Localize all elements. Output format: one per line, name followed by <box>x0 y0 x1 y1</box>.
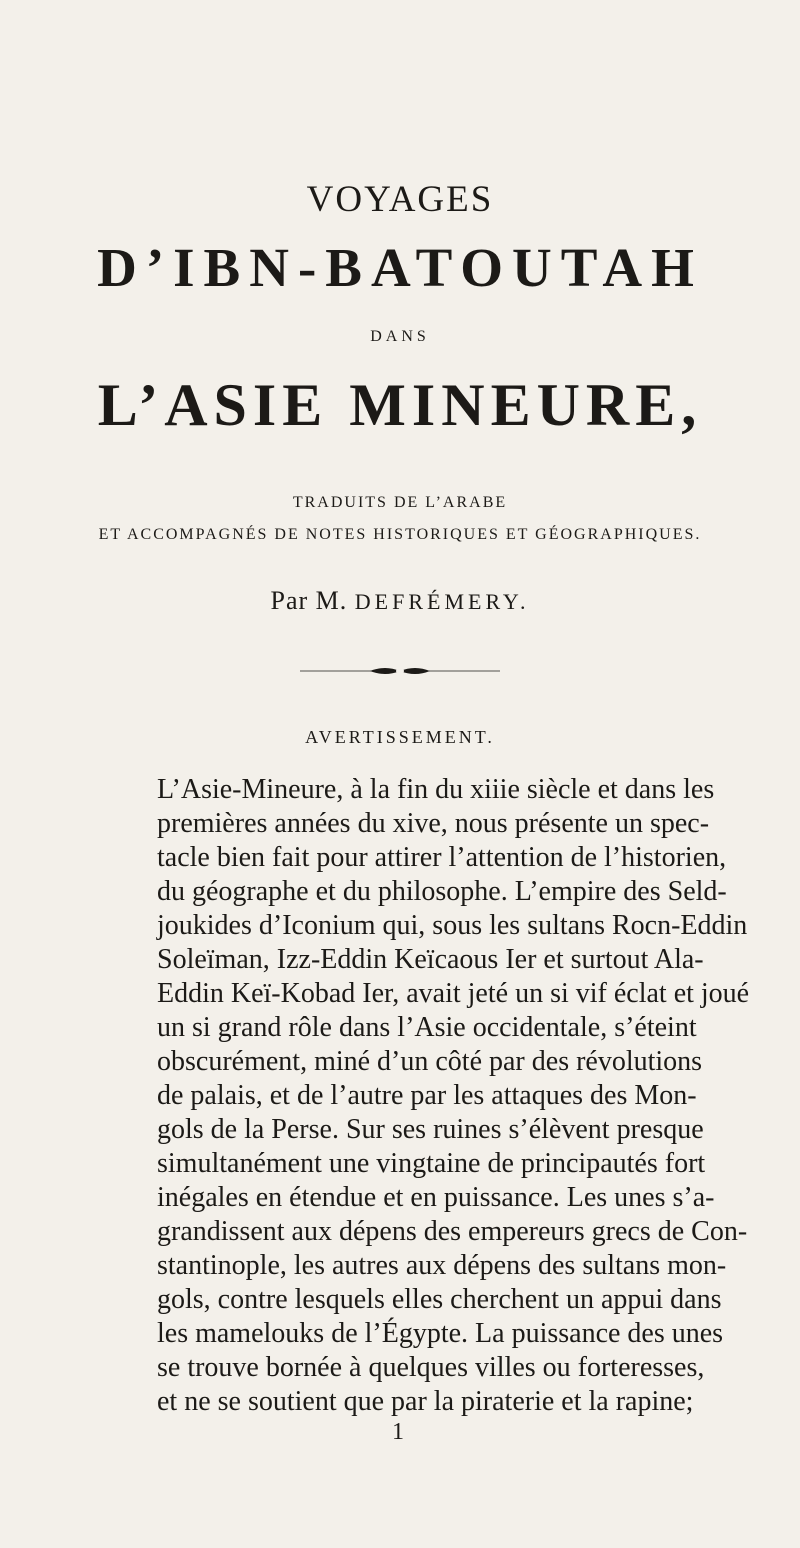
body-line: stantinople, les autres aux dépens des sultans mon- <box>157 1250 727 1281</box>
body-line: Eddin Keï-Kobad Ier, avait jeté un si vif éclat et joué <box>157 978 750 1009</box>
body-line: et ne se soutient que par la piraterie et la rapine; <box>157 1386 694 1417</box>
title-line-author-name: D’IBN-BATOUTAH <box>97 237 703 298</box>
body-line: grandissent aux dépens des empereurs grecs de Con- <box>157 1216 748 1247</box>
body-line: les mamelouks de l’Égypte. La puissance des unes <box>157 1318 724 1349</box>
author-line <box>0 586 800 616</box>
title-line-voyages: VOYAGES <box>306 179 494 220</box>
subtitle-line-1: TRADUITS DE L’ARABE <box>292 494 508 511</box>
author-name: DEFRÉMERY. <box>354 589 530 614</box>
body-line: obscurément, miné d’un côté par des révolutions <box>157 1046 703 1077</box>
body-line: simultanément une vingtaine de principautés fort <box>157 1148 706 1179</box>
title-line-asie-mineure: L’ASIE MINEURE, <box>97 372 703 438</box>
ornament-divider-icon <box>300 664 500 678</box>
body-line: tacle bien fait pour attirer l’attention de l’historien, <box>157 842 727 873</box>
body-line: gols, contre lesquels elles cherchent un appui dans <box>157 1284 722 1315</box>
body-line: se trouve bornée à quelques villes ou forteresses, <box>157 1352 705 1383</box>
body-line: L’Asie-Mineure, à la fin du xiiie siècle et dans les <box>157 774 715 805</box>
section-heading: AVERTISSEMENT. <box>305 727 495 747</box>
body-line: de palais, et de l’autre par les attaques des Mon- <box>157 1080 697 1111</box>
subtitle-line-2: ET ACCOMPAGNÉS DE NOTES HISTORIQUES ET GÉOGRAPHIQUES. <box>98 526 702 543</box>
body-line: du géographe et du philosophe. L’empire des Seld- <box>157 876 727 907</box>
author-prefix: Par M. <box>270 586 348 615</box>
page-number: 1 <box>392 1419 404 1445</box>
body-line: inégales en étendue et en puissance. Les unes s’a- <box>157 1182 715 1213</box>
body-line: joukides d’Iconium qui, sous les sultans Rocn-Eddin <box>157 910 748 941</box>
body-line: gols de la Perse. Sur ses ruines s’élèvent presque <box>157 1114 704 1145</box>
body-line: premières années du xive, nous présente un spec- <box>157 808 710 839</box>
title-line-dans: DANS <box>370 328 430 345</box>
body-line: Soleïman, Izz-Eddin Keïcaous Ier et surtout Ala- <box>157 944 704 975</box>
body-line: un si grand rôle dans l’Asie occidentale, s’éteint <box>157 1012 697 1043</box>
